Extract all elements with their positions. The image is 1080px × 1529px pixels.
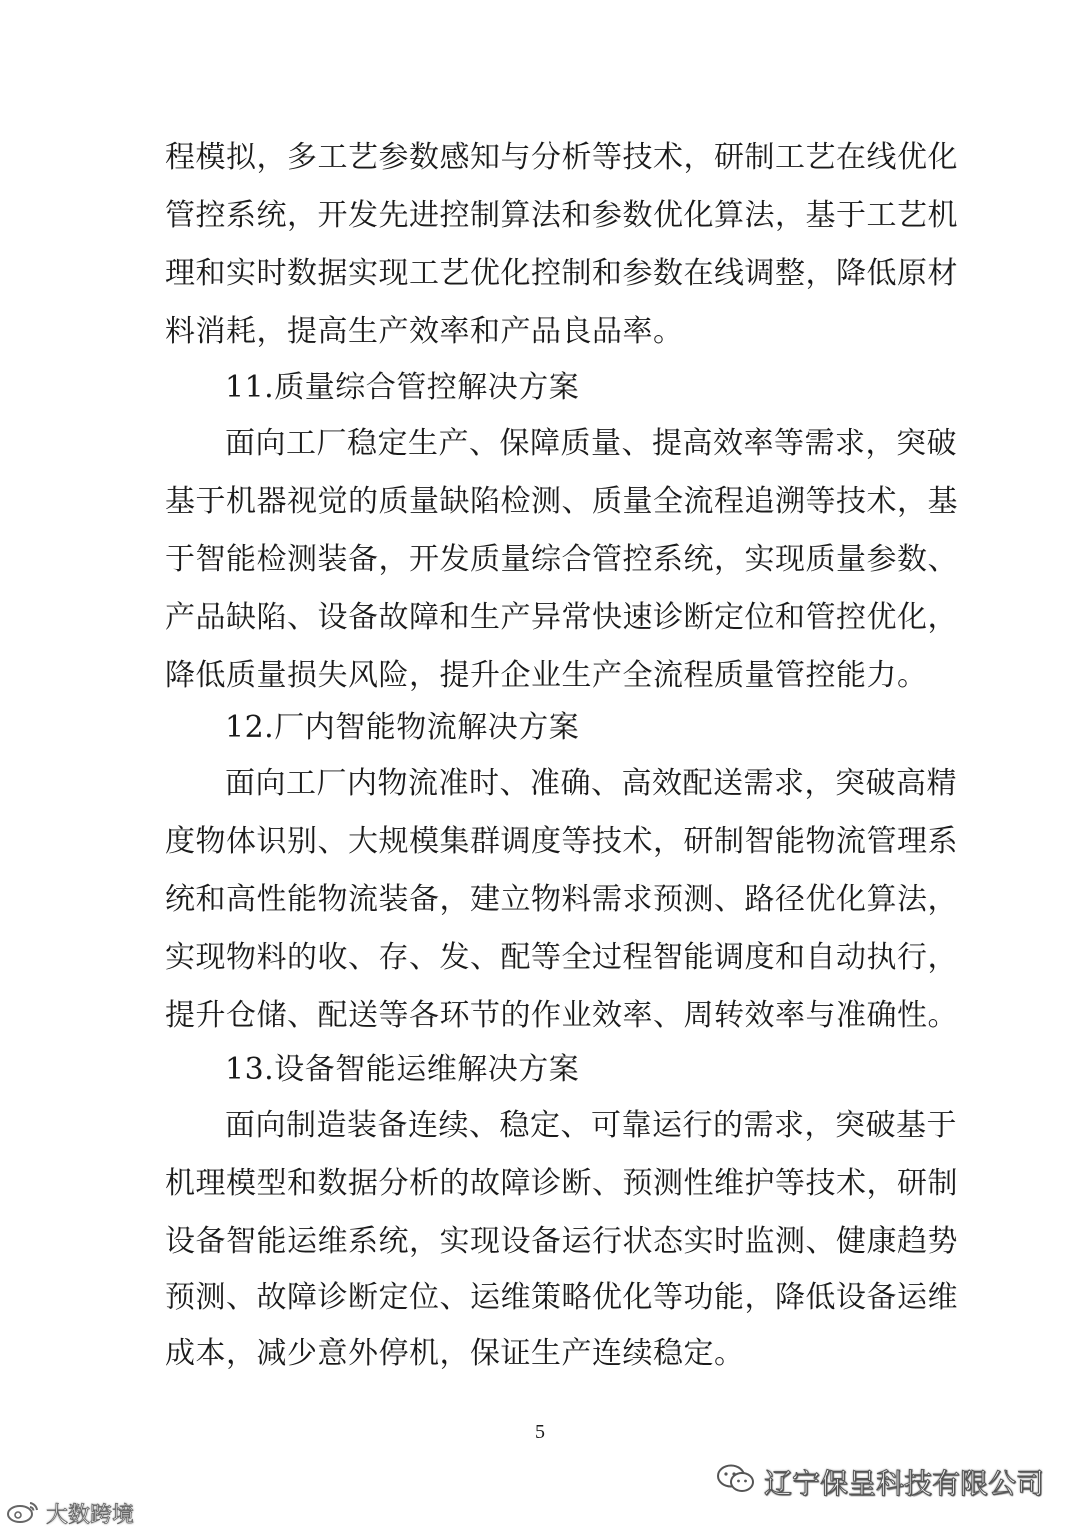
section-13-line-5: 成本，减少意外停机，保证生产连续稳定。 — [165, 1336, 745, 1371]
section-13-line-4: 预测、故障诊断定位、运维策略优化等功能，降低设备运维 — [165, 1280, 958, 1315]
section-11-heading: 11.质量综合管控解决方案 — [225, 370, 580, 405]
section-11-line-1: 面向工厂稳定生产、保障质量、提高效率等需求，突破 — [225, 426, 957, 461]
wechat-watermark — [716, 1462, 1044, 1502]
weibo-icon — [6, 1499, 40, 1529]
section-12-heading: 12.厂内智能物流解决方案 — [225, 710, 580, 745]
page-number: 5 — [535, 1421, 545, 1443]
weibo-account-name: 大数跨境 — [46, 1503, 135, 1528]
section-12-line-2: 度物体识别、大规模集群调度等技术，研制智能物流管理系 — [165, 824, 958, 859]
section-13-line-2: 机理模型和数据分析的故障诊断、预测性维护等技术，研制 — [165, 1166, 958, 1201]
section-13-line-3: 设备智能运维系统，实现设备运行状态实时监测、健康趋势 — [165, 1224, 958, 1259]
paragraph-1-line-4: 料消耗，提高生产效率和产品良品率。 — [165, 314, 684, 349]
paragraph-1-line-3: 理和实时数据实现工艺优化控制和参数在线调整，降低原材 — [165, 256, 958, 291]
section-11-line-2: 基于机器视觉的质量缺陷检测、质量全流程追溯等技术，基 — [165, 484, 958, 519]
section-12-line-5: 提升仓储、配送等各环节的作业效率、周转效率与准确性。 — [165, 998, 958, 1033]
paragraph-1-line-2: 管控系统，开发先进控制算法和参数优化算法，基于工艺机 — [165, 198, 958, 233]
wechat-icon — [716, 1463, 756, 1502]
section-13-heading: 13.设备智能运维解决方案 — [225, 1052, 580, 1087]
paragraph-1-line-1: 程模拟，多工艺参数感知与分析等技术，研制工艺在线优化 — [165, 140, 958, 175]
section-11-line-5: 降低质量损失风险，提升企业生产全流程质量管控能力。 — [165, 658, 928, 693]
section-12-line-4: 实现物料的收、存、发、配等全过程智能调度和自动执行， — [165, 940, 958, 975]
section-11-line-3: 于智能检测装备，开发质量综合管控系统，实现质量参数、 — [165, 542, 958, 577]
section-11-line-4: 产品缺陷、设备故障和生产异常快速诊断定位和管控优化， — [165, 600, 958, 635]
section-12-line-1: 面向工厂内物流准时、准确、高效配送需求，突破高精 — [225, 766, 957, 801]
section-13-line-1: 面向制造装备连续、稳定、可靠运行的需求，突破基于 — [225, 1108, 957, 1143]
weibo-watermark — [6, 1498, 134, 1529]
section-12-line-3: 统和高性能物流装备，建立物料需求预测、路径优化算法， — [165, 882, 958, 917]
wechat-account-name: 辽宁保呈科技有限公司 — [763, 1467, 1044, 1500]
